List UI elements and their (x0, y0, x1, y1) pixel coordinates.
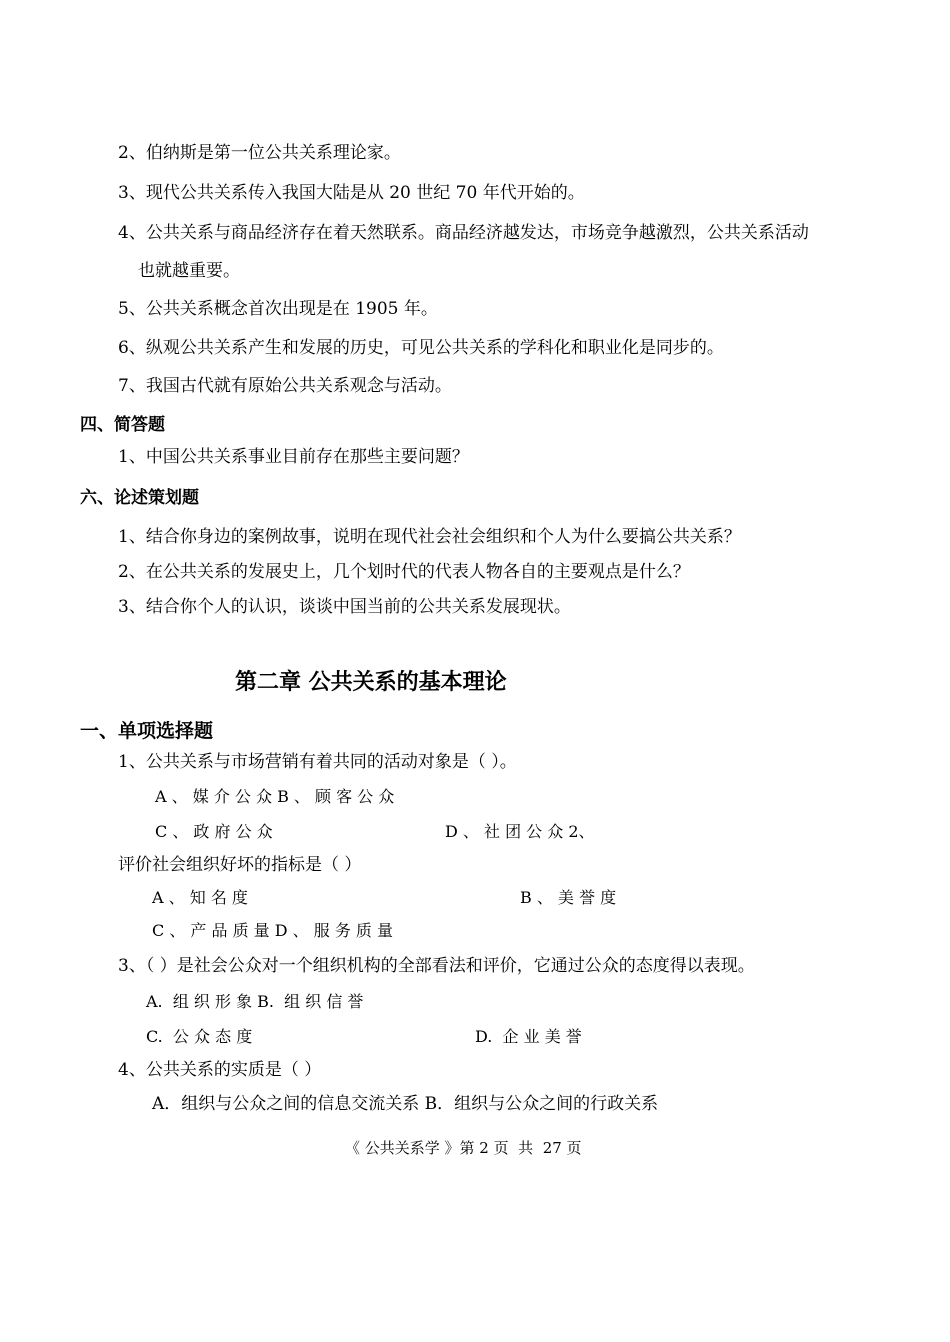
tf-item-4-cont: 也就越重要。 (138, 261, 240, 281)
mc-q2-options-cd: C 、 产 品 质 量 D 、 服 务 质 量 (152, 921, 394, 940)
essay-1: 1、结合你身边的案例故事，说明在现代社会社会组织和个人为什么要搞公共关系？ (118, 527, 741, 547)
mc-q3-option-d: D. 企 业 美 誉 (475, 1027, 582, 1046)
mc-question-3: 3、（ ）是社会公众对一个组织机构的全部看法和评价，它通过公众的态度得以表现。 (118, 956, 755, 976)
tf-item-5: 5、公共关系概念首次出现是在 1905 年。 (118, 299, 438, 319)
mc-q4-options-ab: A．组织与公众之间的信息交流关系 B．组织与公众之间的行政关系 (152, 1094, 659, 1114)
mc-q1-options-ab: A 、 媒 介 公 众 B 、 顾 客 公 众 (155, 787, 395, 806)
mc-q3-options-ab: A. 组 织 形 象 B. 组 织 信 誉 (146, 992, 364, 1011)
section-4-title: 四、简答题 (80, 415, 165, 435)
mc-q2-option-a: A 、 知 名 度 (152, 888, 248, 907)
mc-q3-option-c: C. 公 众 态 度 (146, 1027, 253, 1046)
mc-question-1: 1、公共关系与市场营销有着共同的活动对象是（ ）。 (118, 752, 517, 772)
mc-question-2: 评价社会组织好坏的指标是（ ） (118, 855, 362, 875)
tf-item-2: 2、伯纳斯是第一位公共关系理论家。 (118, 143, 401, 163)
tf-item-6: 6、纵观公共关系产生和发展的历史，可见公共关系的学科化和职业化是同步的。 (118, 338, 724, 358)
tf-item-3: 3、现代公共关系传入我国大陆是从 20 世纪 70 年代开始的。 (118, 183, 585, 203)
mc-question-4: 4、公共关系的实质是（ ） (118, 1060, 322, 1080)
tf-item-4: 4、公共关系与商品经济存在着天然联系。商品经济越发达，市场竞争越激烈，公共关系活动 (118, 223, 809, 243)
tf-item-7: 7、我国古代就有原始公共关系观念与活动。 (118, 376, 452, 396)
essay-3: 3、结合你个人的认识，谈谈中国当前的公共关系发展现状。 (118, 597, 571, 617)
page-footer: 《 公共关系学 》第 2 页 共 27 页 (345, 1139, 582, 1157)
mc-q1-option-d: D 、 社 团 公 众 2、 (445, 822, 595, 841)
chapter-title: 第二章 公共关系的基本理论 (235, 670, 507, 695)
chapter-section-1-title: 一、单项选择题 (80, 720, 214, 742)
mc-q1-option-c: C 、 政 府 公 众 (155, 822, 273, 841)
essay-2: 2、在公共关系的发展史上，几个划时代的代表人物各自的主要观点是什么？ (118, 562, 690, 582)
short-answer-1: 1、中国公共关系事业目前存在那些主要问题？ (118, 447, 469, 467)
mc-q2-option-b: B 、 美 誉 度 (520, 888, 617, 907)
section-6-title: 六、论述策划题 (80, 488, 199, 508)
